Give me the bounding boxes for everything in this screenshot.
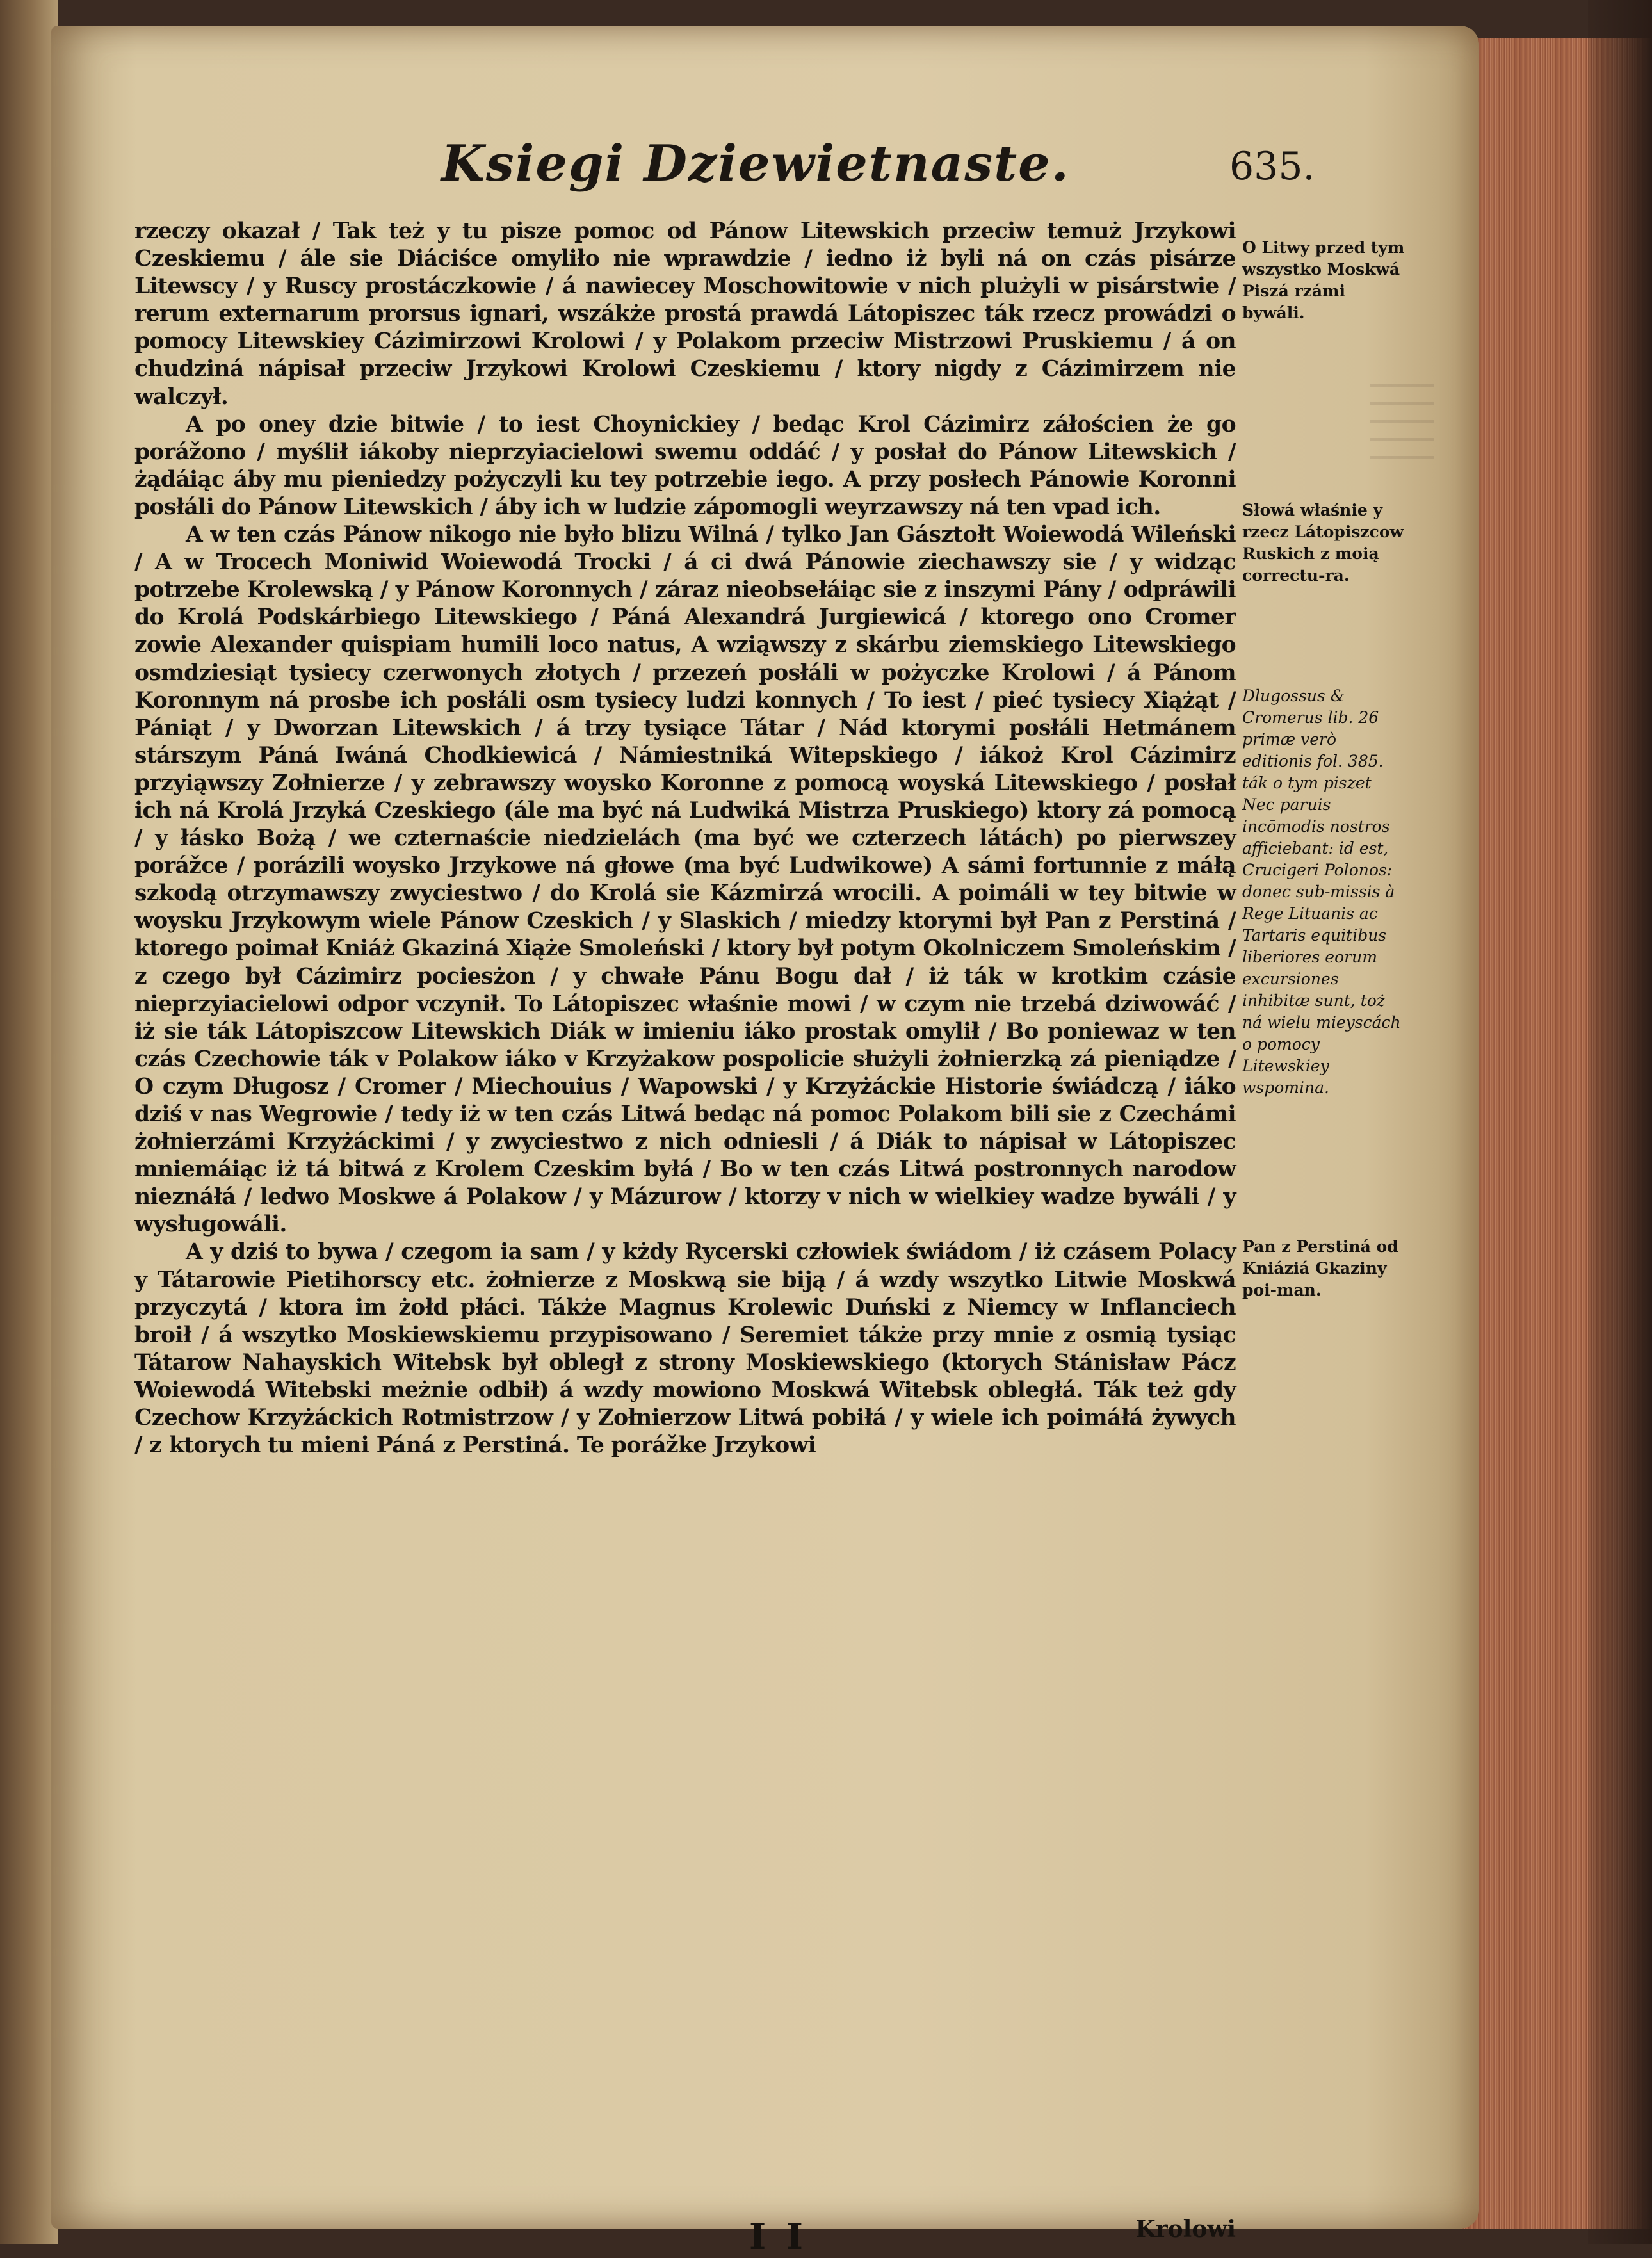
running-head: Ksiegi Dziewietnaste. <box>441 134 1070 193</box>
book-page <box>51 26 1479 2258</box>
margin-note: O Litwy przed tym wszystko Moskwá Piszá rzámi bywáli. <box>1242 238 1405 322</box>
margin-note: Słowá właśnie y rzecz Látopiszcow Ruskich z moią correctu-ra. <box>1242 501 1404 585</box>
main-text-block <box>134 218 1236 1459</box>
fore-edge-shadow <box>1588 0 1652 2244</box>
signature-mark: I I <box>749 2216 807 2258</box>
paragraph: A w ten czás Pánow nikogo nie było blizu Wilná / tylko Jan Gásztołt Woiewodá Wileński / A w Trocech Moniwid Woiewodá Trocki / á ci dwá Pánowie ziechawszy sie / y widząc potrzebe Krolewską / y Pánow Koronnych / záraz nieobsełáiąc sie z inszymi Pány / odpráwili do Krolá Podskárbiego Litewskiego / Páná Alexandrá Jurgiewicá / ktorego ono Cromer zowie Alexander quispiam humili loco natus, A wziąwszy z skárbu ziemskiego Litewskiego osmdziesiąt tysiecy czerwonych złotych / przezeń posłáli w pożyczke Krolowi / á Pánom Koronnym ná prosbe ich posłáli osm tysiecy ludzi konnych / To iest / pieć tysiecy Xiążąt / Pániąt / y Dworzan Litewskich / á trzy tysiące Tátar / Nád ktorymi posłáli Hetmánem stárszym Páná Iwáná Chodkiewicá / Námiestniká Witepskiego / iákoż Krol Cázimirz przyiąwszy Zołnierze / y zebrawszy woysko Koronne z pomocą woyská Litewskiego / posłał ich ná Krolá Jrzyká Czeskiego (ále ma być ná Ludwiká Mistrza Pruskiego) ktory zá pomocą / y łásko Bożą / we czternaście niedzielách (ma być we czterzech látách) po pierwszey porážce / porázili woysko Jrzykowe ná głowe (ma być Ludwikowe) A sámi fortunnie z máłą szkodą otrzymawszy zwyciestwo / do Krolá sie Kázmirzá wrocili. A poimáli w tey bitwie w woysku Jrzykowym wiele Pánow Czeskich / y Slaskich / miedzy ktorymi był Pan z Perstiná / ktorego poimał Kniáż Gkaziná Xiąże Smoleński / ktory był potym Okolniczem Smoleńskim / z czego był Cázimirz pociesżon / y chwałe Pánu Bogu dał / iż ták w krotkim czásie nieprzyiacielowi odpor vczynił. To Látopiszec właśnie mowi / w czym nie trzebá dziwowáć / iż sie ták Látopiszcow Litewskich Diák w imieniu iáko prostak omylił / Bo poniewaz w ten czás Czechowie ták v Polakow iáko v Krzyżakow pospolicie służyli żołnierzką zá pieniądze / O czym Długosz / Cromer / Miechouius / Wapowski / y Krzyżáckie Historie świádczą / iáko dziś v nas Wegrowie / tedy iż w ten czás Litwá bedąc ná pomoc Polakom bili sie z Czechámi żołnierzámi Krzyżáckimi / y zwyciestwo z nich odniesli / á Diák to nápisał w Látopiszec mniemáiąc iż tá bitwá z Krolem Czeskim byłá / Bo w ten czás Litwá postronnych narodow nieznáłá / ledwo Moskwe á Polakow / y Mázurow / ktorzy v nich w wielkiey wadze bywáli / y wysługowáli. <box>134 522 1236 1238</box>
previous-leaf-edge <box>0 0 58 2244</box>
margin-note: Pan z Perstiná od Kniáziá Gkaziny poi-man. <box>1242 1237 1398 1299</box>
paragraph: A po oney dzie bitwie / to iest Choynickiey / bedąc Krol Cázimirz záłościen że go porážono / myślił iákoby nieprzyiacielowi swemu oddáć / y posłał do Pánow Litewskich / żądáiąc áby mu pieniedzy pożyczyli ku tey potrzebie iego. A przy posłech Pánowie Koronni posłáli do Pánow Litewskich / áby ich w ludzie zápomogli weyrzawszy ná ten vpad ich. <box>134 411 1236 520</box>
page-number: 635. <box>1229 144 1315 189</box>
faded-margin-note <box>1370 384 1434 474</box>
margin-note: Dlugossus & Cromerus lib. 26 primæ verò editionis fol. 385. ták o tym piszet Nec paruis incōmodis nostros afficiebant: id est, Crucigeri Polonos: donec sub-missis à Rege Lituanis ac Tartaris equitibus liberiores eorum excursiones inhibitæ sunt, toż ná wielu mieyscách o pomocy Litewskiey wspomina. <box>1242 686 1401 1097</box>
paragraph: A y dziś to bywa / czegom ia sam / y kżdy Rycerski człowiek świádom / iż czásem Polacy y Tátarowie Pietihorscy etc. żołnierze z Moskwą sie biją / á wzdy wszytko Litwie Moskwá przyczytá / ktora im żołd płáci. Tákże Magnus Krolewic Duński z Niemcy w Inflanciech broił / á wszytko Moskiewskiemu przypisowano / Seremiet tákże przy mnie z osmią tysiąc Tátarow Nahayskich Witebsk był obległ z strony Moskiewskiego (ktorych Stánisław Pácz Woiewodá Witebski meżnie odbił) á wzdy mowiono Moskwá Witebsk obległá. Ták też gdy Czechow Krzyżáckich Rotmistrzow / y Zołnierzow Litwá pobiłá / y wiele ich poimáłá żywych / z ktorych tu mieni Páná z Perstiná. Te porážke Jrzykowi <box>134 1239 1236 1459</box>
catchword: Krolowi <box>1135 2216 1236 2243</box>
paragraph: rzeczy okazał / Tak też y tu pisze pomoc od Pánow Litewskich przeciw temuż Jrzykowi Czeskiemu / ále sie Diáciśce omyliło nie wprawdzie / iedno iż byli ná on czás pisárze Litewscy / y Ruscy prostáczkowie / á nawiecey Moschowitowie v nich plużyli w pisárstwie / rerum externarum prorsus ignari, wszákże prostá prawdá Látopiszec ták rzecz prowádzi o pomocy Litewskiey Cázimirzowi Krolowi / y Polakom przeciw Mistrzowi Pruskiemu / á on chudziná nápisał przeciw Jrzykowi Krolowi Czeskiemu / ktory nigdy z Cázimirzem nie walczył. <box>134 218 1236 410</box>
